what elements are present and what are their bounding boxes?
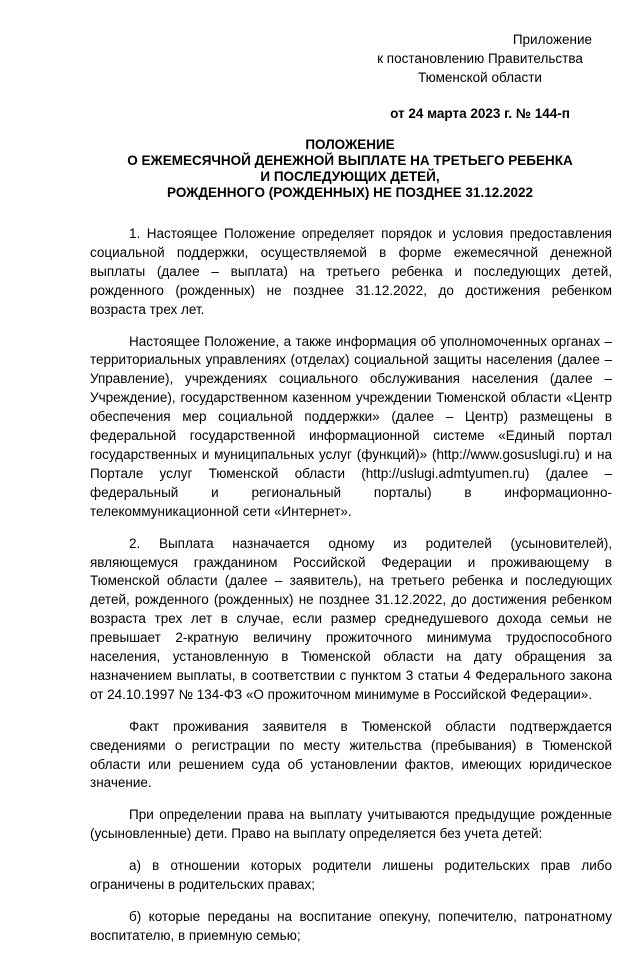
- appendix-header: [360, 30, 600, 123]
- region-name: Тюменской области: [418, 70, 542, 85]
- appendix-label: Приложение: [512, 32, 592, 47]
- resolution-reference: к постановлению Правительства: [377, 51, 583, 66]
- title-line-3: И ПОСЛЕДУЮЩИХ ДЕТЕЙ,: [260, 169, 440, 184]
- paragraph-6: а) в отношении которых родители лишены родительских прав либо ограничены в родительских правах;: [90, 858, 612, 893]
- paragraph-2: Настоящее Положение, а также информация об уполномоченных органах – территориальных управлениях (отделах) социальной защиты населения (далее – Управление), учреждениях социального обслуживания населения (далее – Учреждение), государственном казенном учреждении Тюменской области «Центр обеспечения мер социальной поддержки» (далее – Центр) размещены в федеральной государственной информационной системе «Единый портал государственных и муниципальных услуг (функций)» (http://www.gosuslugi.ru) и на Портале услуг Тюменской области (http://uslugi.admtyumen.ru) (далее – федеральный и региональный порталы) в информационно-телекоммуникационной сети «Интернет».: [90, 333, 612, 519]
- paragraph-4: Факт проживания заявителя в Тюменской области подтверждается сведениями о регистрации по месту жительства (пребывания) в Тюменской области или решением суда об установлении фактов, имеющих юридическое значение.: [90, 718, 612, 791]
- title-line-2: О ЕЖЕМЕСЯЧНОЙ ДЕНЕЖНОЙ ВЫПЛАТЕ НА ТРЕТЬЕГО РЕБЕНКА: [127, 153, 573, 168]
- paragraph-7: б) которые переданы на воспитание опекуну, попечителю, патронатному воспитателю, в приемную семью;: [90, 909, 612, 943]
- paragraph-3: 2. Выплата назначается одному из родителей (усыновителей), являющемуся гражданином Российской Федерации и проживающему в Тюменской области (далее – заявитель), на третьего ребенка и последующих детей, рожденного (рожденных) не позднее 31.12.2022, до достижения ребенком возраста трех лет в случае, если размер среднедушевого дохода семьи не превышает 2-кратную величину прожиточного минимума трудоспособного населения, установленную в Тюменской области на дату обращения за назначением выплаты, в соответствии с пунктом 3 статьи 4 Федерального закона от 24.10.1997 № 134-ФЗ «О прожиточном минимуме в Российской Федерации».: [90, 535, 612, 702]
- paragraph-5: При определении права на выплату учитываются предыдущие рожденные (усыновленные) дети. Право на выплату определяется без учета детей:: [90, 807, 612, 842]
- document-title: [100, 137, 600, 201]
- title-line-1: ПОЛОЖЕНИЕ: [305, 137, 395, 152]
- resolution-date-number: от 24 марта 2023 г. № 144-п: [390, 106, 570, 121]
- document-body: [90, 225, 612, 959]
- paragraph-1: 1. Настоящее Положение определяет порядок и условия предоставления социальной поддержки, осуществляемой в форме ежемесячной денежной выплаты (далее – выплата) на третьего ребенка и последующих детей, рожденного (рожденных) не позднее 31.12.2022, до достижения ребенком возраста трех лет.: [90, 226, 612, 317]
- title-line-4: РОЖДЕННОГО (РОЖДЕННЫХ) НЕ ПОЗДНЕЕ 31.12.2022: [167, 185, 533, 200]
